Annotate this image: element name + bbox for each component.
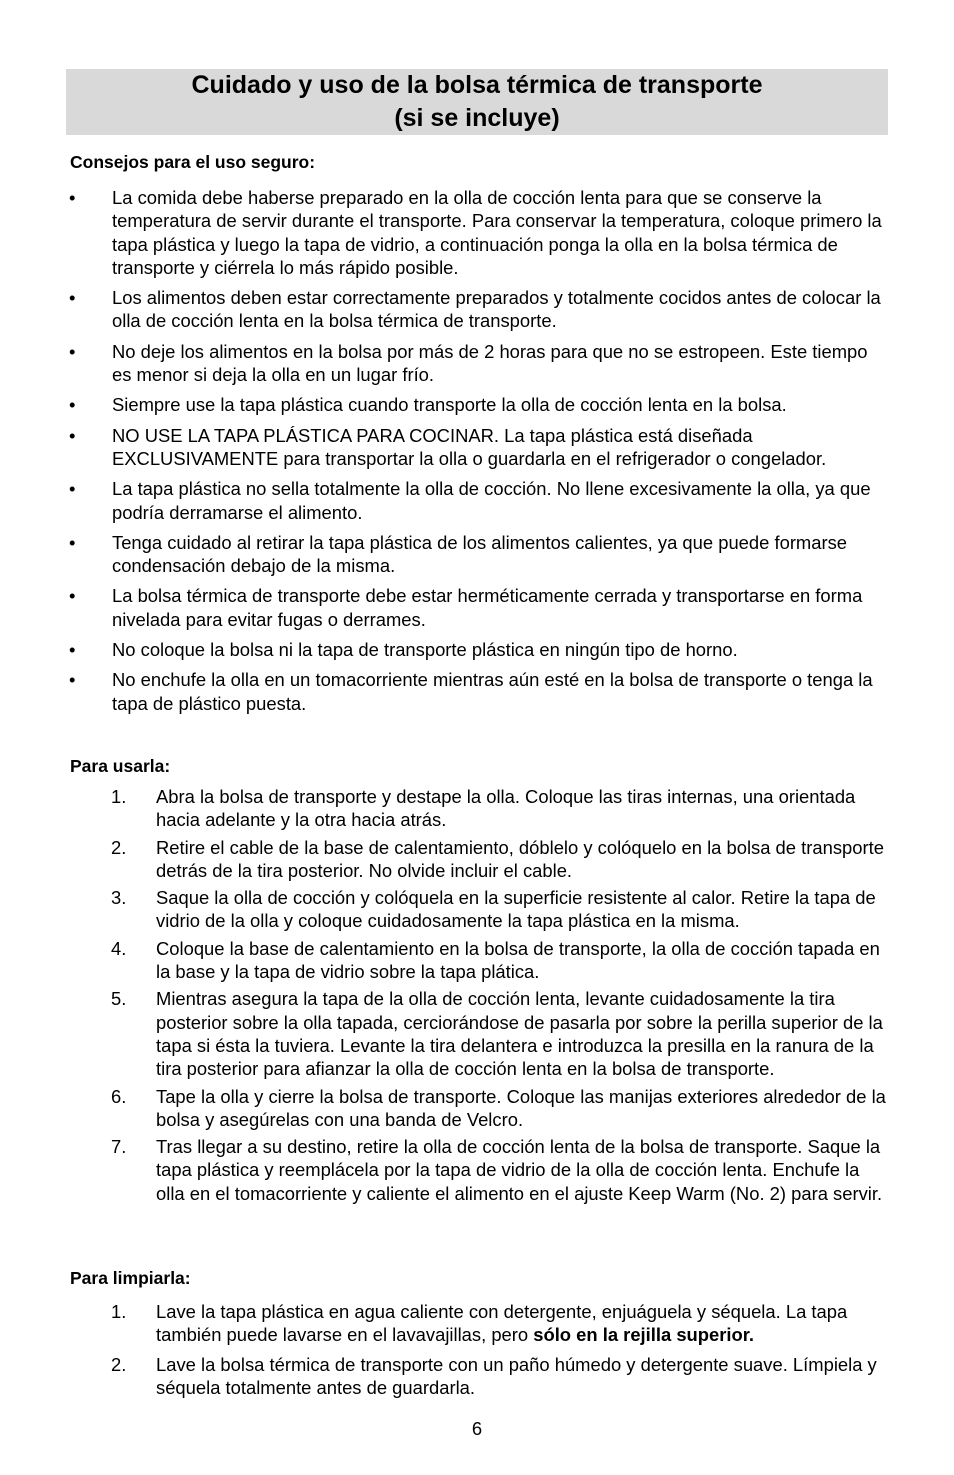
bullet-marker: •	[69, 639, 76, 661]
step-text: Coloque la base de calentamiento en la bolsa de transporte, la olla de cocción tapada en la base y la tapa de vidrio sobre la tapa plática.	[156, 937, 880, 983]
step-text-emphasis: sólo en la rejilla superior.	[533, 1324, 755, 1346]
step-text: Tras llegar a su destino, retire la olla de cocción lenta de la bolsa de transporte. Saque la tapa plástica y reemplácela por la tapa de vidrio de la olla de cocción lenta. Enchufe la olla en el tomacorriente y caliente el alimento en el ajuste Keep Warm (No. 2) para servir.	[156, 1136, 883, 1204]
step-text: Lave la bolsa térmica de transporte con un paño húmedo y detergente suave. Límpiela y séquela totalmente antes de guardarla.	[156, 1353, 877, 1398]
usage-step	[0, 987, 954, 1080]
bullet-marker: •	[69, 531, 76, 553]
step-number: 2.	[111, 836, 127, 858]
step-number: 1.	[111, 1301, 127, 1322]
bullet-marker: •	[69, 669, 76, 691]
bullet-marker: •	[69, 424, 76, 446]
title-banner	[66, 69, 888, 135]
cleaning-step	[0, 1300, 954, 1347]
safety-item	[0, 186, 954, 279]
safety-item	[0, 286, 954, 333]
bullet-marker: •	[69, 287, 76, 309]
usage-step	[0, 836, 954, 883]
usage-step	[0, 937, 954, 984]
cleaning-steps	[0, 1300, 954, 1399]
step-number: 1.	[111, 786, 127, 807]
cleaning-step	[0, 1353, 954, 1400]
usage-step	[0, 785, 954, 832]
page-number: 6	[471, 1418, 483, 1439]
safety-item	[0, 477, 954, 524]
bullet-marker: •	[69, 585, 76, 607]
safety-item-text: Siempre use la tapa plástica cuando transporte la olla de cocción lenta en la bolsa.	[112, 394, 787, 416]
step-number: 5.	[111, 988, 127, 1010]
safety-item	[0, 340, 954, 387]
safety-item	[0, 531, 954, 578]
step-text: Abra la bolsa de transporte y destape la olla. Coloque las tiras internas, una orientada hacia adelante y la otra hacia atrás.	[156, 786, 856, 831]
step-text: Tape la olla y cierre la bolsa de transporte. Coloque las manijas exteriores alrededor de la bolsa y asegúrelas con una banda de Velcro.	[156, 1085, 886, 1130]
safety-item-text: La bolsa térmica de transporte debe estar herméticamente cerrada y transportarse en forma nivelada para evitar fugas o derrames.	[112, 585, 863, 630]
safety-item	[0, 668, 954, 715]
page-title-line-1: Cuidado y uso de la bolsa térmica de transporte	[191, 71, 763, 99]
safety-item	[0, 638, 954, 661]
bullet-marker: •	[69, 340, 76, 362]
step-number: 3.	[111, 887, 127, 909]
safety-list	[0, 186, 954, 715]
safety-item	[0, 393, 954, 416]
safety-item	[0, 424, 954, 471]
bullet-marker: •	[69, 394, 76, 416]
bullet-marker: •	[69, 187, 76, 208]
step-text: Saque la olla de cocción y colóquela en la superficie resistente al calor. Retire la tapa de vidrio de la olla y coloque cuidadosamente la tapa plástica en la misma.	[156, 887, 876, 932]
safety-item-text: Tenga cuidado al retirar la tapa plástica de los alimentos calientes, ya que puede formarse condensación debajo de la misma.	[112, 531, 848, 577]
cleaning-heading: Para limpiarla:	[70, 1268, 191, 1288]
step-number: 2.	[111, 1353, 127, 1375]
safety-item-text: La tapa plástica no sella totalmente la olla de cocción. No llene excesivamente la olla, ya que podría derramarse el alimento.	[112, 478, 871, 523]
step-number: 4.	[111, 937, 127, 959]
step-text-plain: Lave la tapa plástica en agua caliente con detergente, enjuáguela y séquela. La tapa también puede lavarse en el lavavajillas, pero	[156, 1301, 848, 1346]
usage-step	[0, 886, 954, 933]
safety-item-text: NO USE LA TAPA PLÁSTICA PARA COCINAR. La tapa plástica está diseñada EXCLUSIVAMENTE para transportar la olla o guardarla en el refrigerador o congelador.	[112, 424, 827, 469]
step-number: 7.	[111, 1136, 127, 1158]
safety-heading: Consejos para el uso seguro:	[70, 152, 316, 172]
safety-item-text: La comida debe haberse preparado en la olla de cocción lenta para que se conserve la temperatura de servir durante el transporte. Para conservar la temperatura, coloque primero la tapa plástica y luego la tapa de vidrio, a continuación ponga la olla en la bolsa térmica de transporte y ciérrela lo más rápido posible.	[112, 187, 882, 278]
usage-steps	[0, 785, 954, 1205]
safety-item-text: No enchufe la olla en un tomacorriente mientras aún esté en la bolsa de transporte o tenga la tapa de plástico puesta.	[112, 669, 873, 714]
page-title-line-2: (si se incluye)	[394, 104, 560, 132]
usage-step	[0, 1135, 954, 1205]
step-text: Mientras asegura la tapa de la olla de cocción lenta, levante cuidadosamente la tira posterior sobre la olla tapada, cerciorándose de pasarla por sobre la perilla superior de la tapa si ésta la tuviera. Levante la tira delantera e introduzca la presilla en la ranura de la tira posterior para afianzar la olla de cocción lenta en la bolsa de transporte.	[156, 988, 883, 1080]
usage-step	[0, 1085, 954, 1132]
safety-item-text: Los alimentos deben estar correctamente preparados y totalmente cocidos antes de colocar la olla de cocción lenta en la bolsa térmica de transporte.	[112, 287, 881, 332]
safety-item-text: No coloque la bolsa ni la tapa de transporte plástica en ningún tipo de horno.	[112, 639, 738, 661]
bullet-marker: •	[69, 478, 76, 500]
step-text: Retire el cable de la base de calentamiento, dóblelo y colóquelo en la bolsa de transporte detrás de la tira posterior. No olvide incluir el cable.	[156, 836, 884, 881]
safety-item	[0, 584, 954, 631]
step-number: 6.	[111, 1085, 127, 1107]
usage-heading: Para usarla:	[70, 756, 171, 776]
step-text	[156, 1300, 888, 1347]
safety-item-text: No deje los alimentos en la bolsa por más de 2 horas para que no se estropeen. Este tiempo es menor si deja la olla en un lugar frío.	[112, 340, 868, 386]
